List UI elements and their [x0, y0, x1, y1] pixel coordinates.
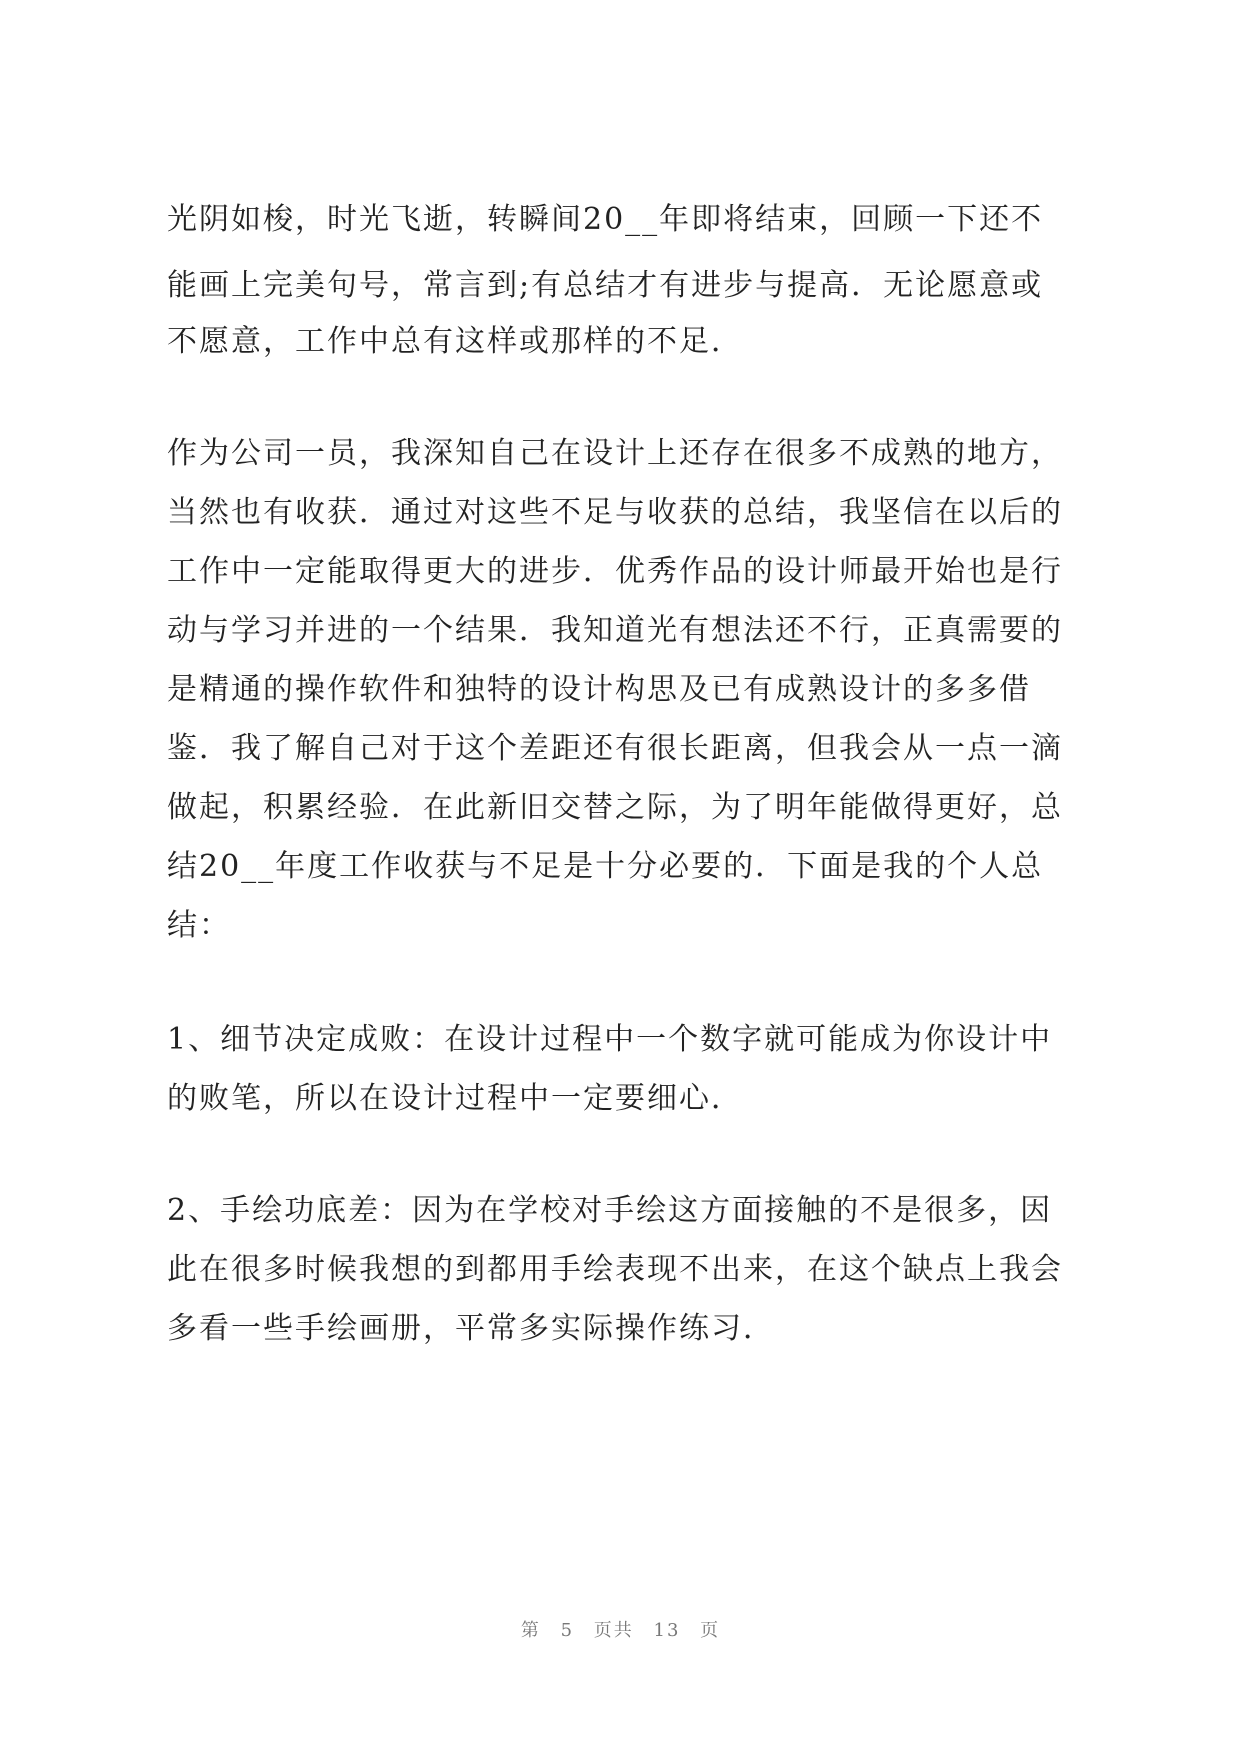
footer-prefix: 第 [520, 1620, 541, 1641]
paragraph-1-line-2: 能画上完美句号，常言到;有总结才有进步与提高．无论愿意或 [167, 268, 1044, 303]
paragraph-2-line-7: 做起，积累经验．在此新旧交替之际，为了明年能做得更好，总 [167, 790, 1063, 825]
footer-suffix: 页 [700, 1620, 721, 1641]
paragraph-4-line-2: 此在很多时候我想的到都用手绘表现不出来，在这个缺点上我会 [167, 1252, 1063, 1287]
paragraph-4-line-1: 2、手绘功底差：因为在学校对手绘这方面接触的不是很多，因 [167, 1193, 1053, 1228]
paragraph-2-line-3: 工作中一定能取得更大的进步．优秀作品的设计师最开始也是行 [167, 554, 1063, 589]
footer-total-pages: 13 [653, 1620, 681, 1641]
footer-middle: 页共 [593, 1620, 634, 1641]
paragraph-2-line-1: 作为公司一员，我深知自己在设计上还存在很多不成熟的地方， [167, 436, 1063, 471]
paragraph-2-line-9: 结： [167, 908, 231, 943]
footer-page-number: 5 [560, 1620, 575, 1641]
page-footer [0, 1616, 1241, 1642]
paragraph-2-line-8: 结20__年度工作收获与不足是十分必要的．下面是我的个人总 [167, 849, 1044, 884]
paragraph-4-line-3: 多看一些手绘画册，平常多实际操作练习． [167, 1311, 775, 1346]
paragraph-3-line-2: 的败笔，所以在设计过程中一定要细心． [167, 1081, 743, 1116]
paragraph-2-line-5: 是精通的操作软件和独特的设计构思及已有成熟设计的多多借 [167, 672, 1031, 707]
paragraph-2-line-6: 鉴．我了解自己对于这个差距还有很长距离，但我会从一点一滴 [167, 731, 1063, 766]
paragraph-2-line-2: 当然也有收获．通过对这些不足与收获的总结，我坚信在以后的 [167, 495, 1063, 530]
paragraph-3-line-1: 1、细节决定成败：在设计过程中一个数字就可能成为你设计中 [167, 1022, 1053, 1057]
paragraph-2-line-4: 动与学习并进的一个结果．我知道光有想法还不行，正真需要的 [167, 613, 1063, 648]
paragraph-1-line-3: 不愿意，工作中总有这样或那样的不足． [167, 324, 743, 359]
paragraph-1-line-1: 光阴如梭，时光飞逝，转瞬间20__年即将结束，回顾一下还不 [167, 202, 1044, 237]
